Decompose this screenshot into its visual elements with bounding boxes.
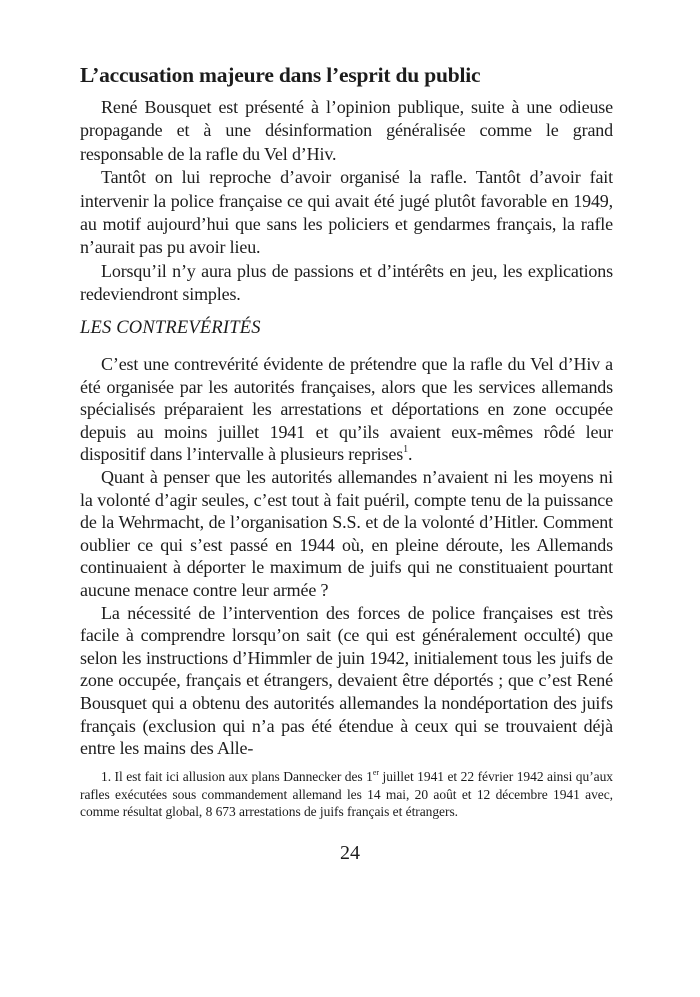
- paragraph: Quant à penser que les autorités allemandes n’avaient ni les moyens ni la volonté d’agir seules, c’est tout à fait puéril, compte tenu de la puissance de la Wehrmacht, de l’organisation S.S. et de la volonté d’Hitler. Comment oublier ce qui s’est passé en 1944 où, en pleine déroute, les Allemands continuaient à déporter le maximum de juifs qui ne constituaient pourtant aucune menace contre leur armée ?: [80, 466, 613, 600]
- section-title: LES CONTREVÉRITÉS: [80, 318, 261, 338]
- paragraph: [80, 353, 613, 466]
- paragraph: Tantôt on lui reproche d’avoir organisé la rafle. Tantôt d’avoir fait intervenir la police française ce qui avait été jugé plutôt favorable en 1949, au motif aujourd’hui que sans les policiers et gendarmes français, la rafle n’aurait pas pu avoir lieu.: [80, 167, 613, 258]
- footnote-text-rest: juillet 1941 et 22 février 1942 ainsi qu’aux rafles exécutées sous commandement allemand les 14 mai, 20 août et 12 décembre 1941 avec, comme résultat global, 8 673 arrestations de juifs français et étrangers.: [80, 769, 613, 820]
- section-text-block: [80, 353, 613, 760]
- paragraph: La nécessité de l’intervention des forces de police françaises est très facile à comprendre lorsqu’on sait (ce qui est généralement occulté) que selon les instructions d’Himmler de juin 1942, initialement tous les juifs de zone occupée, français et étrangers, devaient être déportés ; que c’est René Bousquet qui a obtenu des autorités allemandes la nondéportation des juifs français (exclusion qui n’a pas été étendue à ceux qui se trouvaient déjà entre les mains des Alle-: [80, 602, 613, 759]
- page-number: 24: [340, 842, 360, 864]
- footnote-superscript: er: [372, 767, 379, 777]
- footnote: [80, 768, 613, 821]
- paragraph: Lorsqu’il n’y aura plus de passions et d’intérêts en jeu, les explications redeviendront simples.: [80, 260, 613, 305]
- paragraph-end: .: [407, 444, 413, 465]
- chapter-heading: L’accusation majeure dans l’esprit du public: [80, 63, 481, 87]
- footnote-reference: 1: [403, 444, 408, 456]
- paragraph-text: C’est une contrevérité évidente de prétendre que la rafle du Vel d’Hiv a été organisée par les autorités françaises, alors que les services allemands spécialisés préparaient les arrestations et déportations en zone occupée depuis au moins juillet 1941 et qu’ils avaient eux-mêmes rôdé leur dispositif dans l’intervalle à plusieurs reprises: [80, 354, 613, 465]
- intro-text-block: [80, 96, 613, 307]
- paragraph: René Bousquet est présenté à l’opinion publique, suite à une odieuse propagande et à une désinformation généralisée comme le grand responsable de la rafle du Vel d’Hiv.: [80, 97, 613, 164]
- footnote-text: 1. Il est fait ici allusion aux plans Dannecker des 1: [101, 769, 373, 784]
